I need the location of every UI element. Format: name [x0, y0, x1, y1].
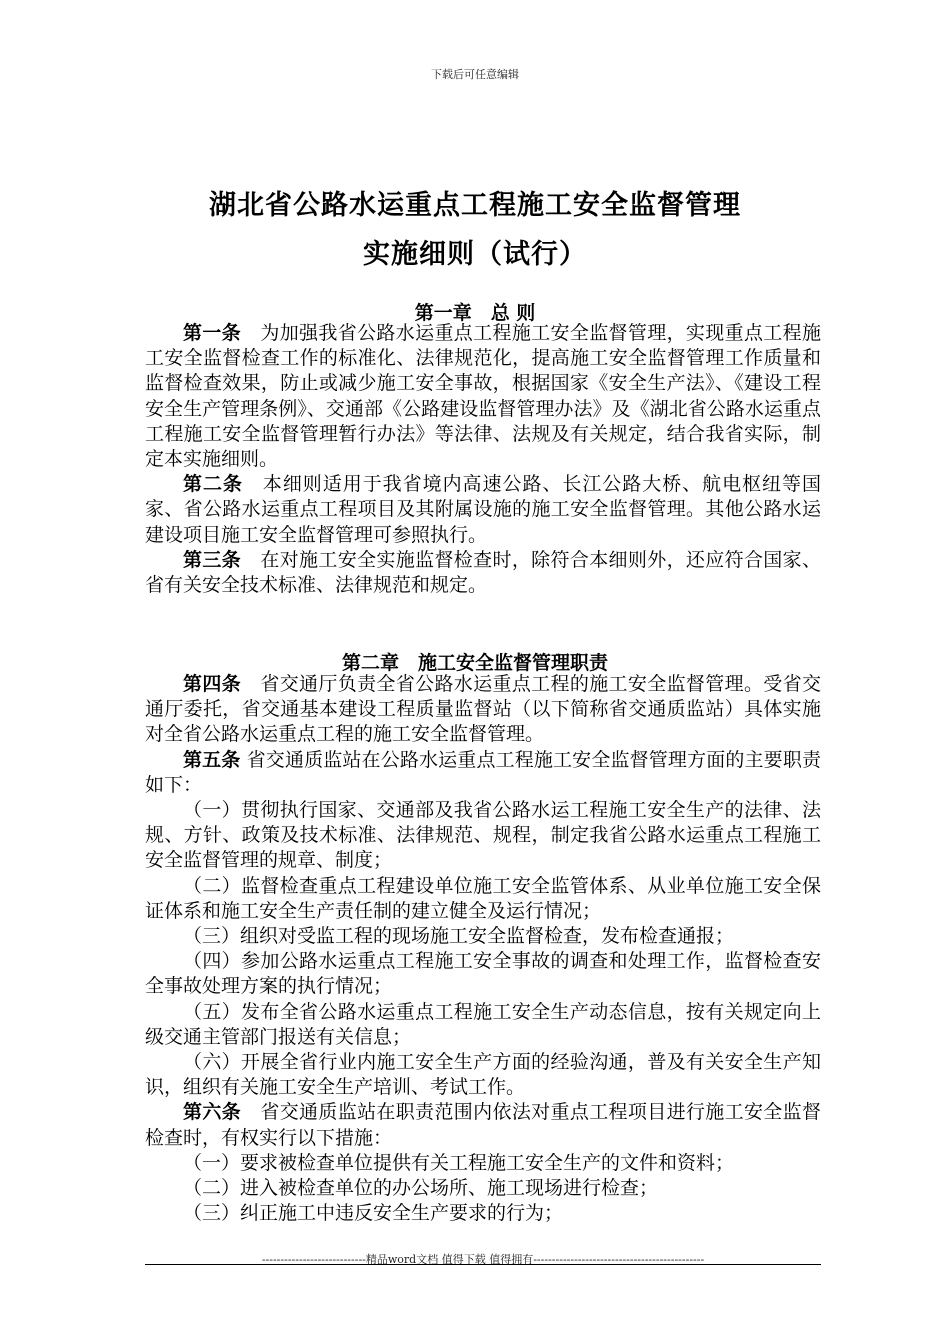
- list-item: [145, 1201, 821, 1226]
- article-5: [145, 748, 821, 798]
- chapter-2-body: [145, 672, 821, 1226]
- article-label: 第三条: [183, 548, 242, 571]
- article-label: 第六条: [183, 1101, 242, 1124]
- article-label: 第四条: [183, 673, 242, 695]
- chapter-1-heading: 第一章 总 则: [414, 302, 536, 324]
- list-item: [145, 949, 821, 999]
- article-3: [145, 548, 821, 598]
- list-item-text: （五）发布全省公路水运重点工程施工安全生产动态信息，按有关规定向上级交通主管部门报送有关信息；: [145, 1000, 821, 1048]
- article-text: 省交通厅负责全省公路水运重点工程的施工安全监督管理。受省交通厅委托，省交通基本建设工程质量监督站（以下简称省交通质监站）具体实施对全省公路水运重点工程的施工安全监督管理。: [145, 673, 821, 746]
- list-item: [145, 1000, 821, 1050]
- article-text: 为加强我省公路水运重点工程施工安全监督管理，实现重点工程施工安全监督检查工作的标准化、法律规范化，提高施工安全监督管理工作质量和监督检查效果，防止或减少施工安全事故，根据国家《安全生产法》、《建设工程安全生产管理条例》、交通部《公路建设监督管理办法》及《湖北省公路水运重点工程施工安全监督管理暂行办法》等法律、法规及有关规定，结合我省实际，制定本实施细则。: [145, 322, 821, 471]
- list-item-text: （二）监督检查重点工程建设单位施工安全监管体系、从业单位施工安全保证体系和施工安全生产责任制的建立健全及运行情况；: [145, 874, 821, 922]
- article-text: 在对施工安全实施监督检查时，除符合本细则外，还应符合国家、省有关安全技术标准、法律规范和规定。: [145, 548, 821, 597]
- article-label: 第二条: [183, 473, 243, 496]
- chapter-2-heading: 第二章 施工安全监督管理职责: [341, 652, 608, 674]
- article-6: [145, 1100, 821, 1150]
- article-1: [145, 321, 821, 472]
- list-item-text: （三）组织对受监工程的现场施工安全监督检查，发布检查通报；: [183, 925, 735, 948]
- list-item: [145, 1151, 821, 1176]
- list-item: [145, 798, 821, 874]
- list-item-text: （一）要求被检查单位提供有关工程施工安全生产的文件和资料；: [183, 1151, 735, 1174]
- article-4: [145, 672, 821, 748]
- document-title-line-1: 湖北省公路水运重点工程施工安全监督管理: [209, 190, 741, 221]
- list-item: [145, 1050, 821, 1100]
- list-item: [145, 874, 821, 924]
- article-2: [145, 472, 821, 548]
- list-item-text: （四）参加公路水运重点工程施工安全事故的调查和处理工作，监督检查安全事故处理方案的执行情况；: [145, 950, 821, 998]
- chapter-1-body: [145, 321, 821, 598]
- article-text: 省交通质监站在公路水运重点工程施工安全监督管理方面的主要职责如下：: [145, 748, 821, 796]
- document-title-line-2: 实施细则（试行）: [363, 239, 587, 270]
- article-text: 本细则适用于我省境内高速公路、长江公路大桥、航电枢纽等国家、省公路水运重点工程项目及其附属设施的施工安全监督管理。其他公路水运建设项目施工安全监督管理可参照执行。: [145, 473, 821, 546]
- list-item-text: （二）进入被检查单位的办公场所、施工现场进行检查；: [183, 1177, 659, 1200]
- header-note: 下载后可任意编辑: [431, 68, 519, 81]
- list-item-text: （三）纠正施工中违反安全生产要求的行为；: [183, 1202, 564, 1225]
- list-item: [145, 924, 821, 949]
- footer-divider: [145, 1264, 821, 1265]
- footer-note: ----------------------------精品word文档 值得下载 值得拥有----------------------------------------------: [261, 1253, 705, 1266]
- list-item: [145, 1176, 821, 1201]
- article-label: 第一条: [183, 322, 242, 344]
- article-text: 省交通质监站在职责范围内依法对重点工程项目进行施工安全监督检查时，有权实行以下措施：: [145, 1101, 821, 1149]
- list-item-text: （一）贯彻执行国家、交通部及我省公路水运工程施工安全生产的法律、法规、方针、政策及技术标准、法律规范、规程，制定我省公路水运重点工程施工安全监督管理的规章、制度；: [145, 799, 821, 872]
- list-item-text: （六）开展全省行业内施工安全生产方面的经验沟通，普及有关安全生产知识，组织有关施工安全生产培训、考试工作。: [145, 1051, 821, 1099]
- article-label: 第五条: [183, 748, 241, 771]
